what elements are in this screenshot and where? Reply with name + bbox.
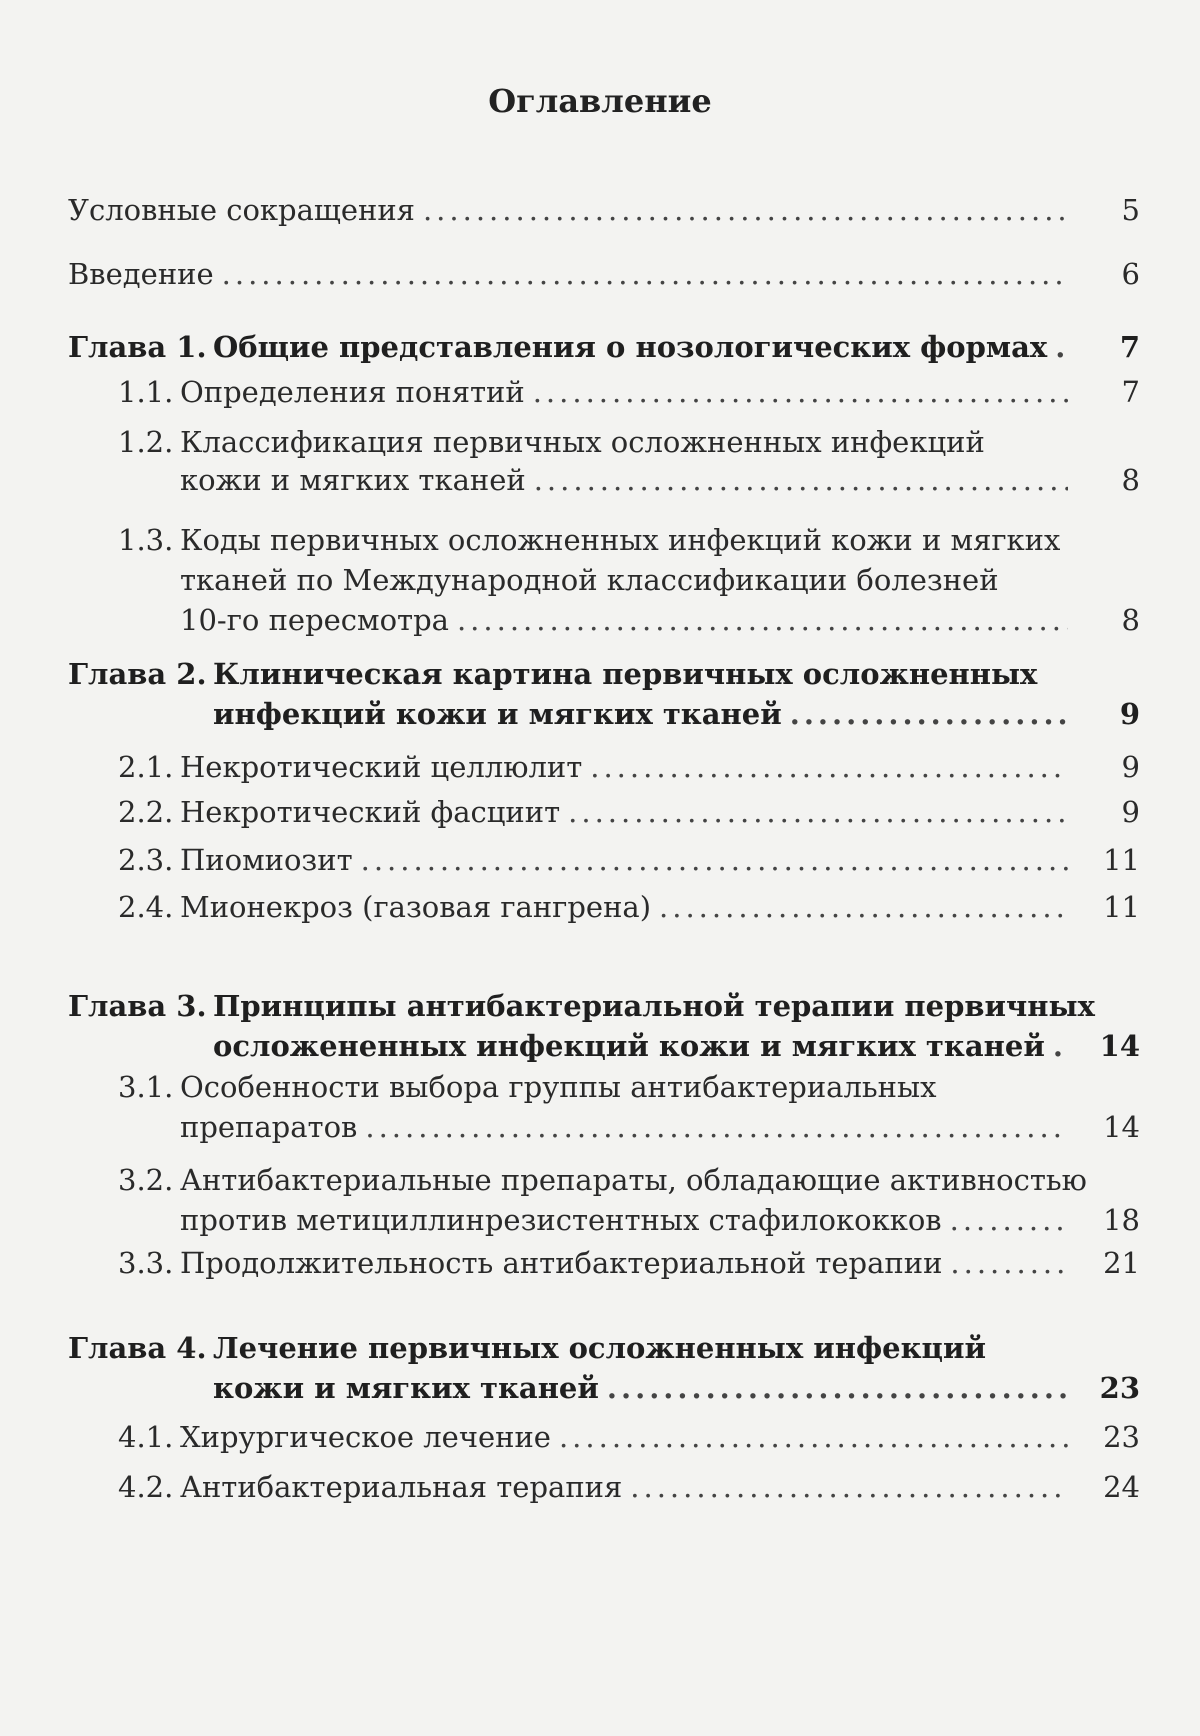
toc-entry-title: Некротический фасциит — [180, 795, 561, 829]
toc-page-number: 24 — [1103, 1470, 1140, 1504]
toc-page-number: 9 — [1121, 795, 1140, 829]
dot-leader — [1055, 325, 1068, 369]
dot-leader — [950, 1198, 1068, 1242]
dot-leader — [365, 1105, 1068, 1149]
toc-entry-title: против метициллинрезистентных стафилококков — [180, 1203, 942, 1237]
toc-page-number: 14 — [1103, 1110, 1140, 1144]
toc-entry-number: 1.2. — [118, 425, 174, 459]
toc-entry-title: Принципы антибактериальной терапии первичных — [213, 989, 1095, 1023]
toc-entry-title: Антибактериальные препараты, обладающие активностью — [180, 1163, 1087, 1197]
toc-page-number: 14 — [1099, 1029, 1140, 1063]
toc-entry-number: 2.4. — [118, 890, 174, 924]
toc-entry-title: Особенности выбора группы антибактериальных — [180, 1070, 937, 1104]
toc-page-number: 23 — [1099, 1371, 1140, 1405]
dot-leader — [568, 790, 1068, 834]
toc-entry-title: Введение — [68, 257, 214, 291]
toc-entry-title: Определения понятий — [180, 375, 525, 409]
toc-entry-number: 3.2. — [118, 1163, 174, 1197]
dot-leader — [361, 838, 1068, 882]
dot-leader — [607, 1366, 1068, 1410]
toc-entry-number: Глава 1. — [68, 330, 207, 364]
toc-page-number: 8 — [1121, 603, 1140, 637]
toc-entry-number: 1.1. — [118, 375, 174, 409]
toc-entry-title: Коды первичных осложненных инфекций кожи и мягких — [180, 523, 1061, 557]
toc-entry-title: Мионекроз (газовая гангрена) — [180, 890, 652, 924]
dot-leader — [534, 458, 1068, 502]
dot-leader — [590, 745, 1068, 789]
toc-entry-number: 4.2. — [118, 1470, 174, 1504]
toc-page-number: 7 — [1121, 375, 1140, 409]
toc-entry-number: 1.3. — [118, 523, 174, 557]
dot-leader — [790, 692, 1068, 736]
toc-entry-number: 3.1. — [118, 1070, 174, 1104]
toc-entry-title: Продолжительность антибактериальной терапии — [180, 1246, 943, 1280]
toc-entry-number: 2.3. — [118, 843, 174, 877]
dot-leader — [950, 1241, 1068, 1285]
dot-leader — [659, 885, 1068, 929]
toc-entry-number: 4.1. — [118, 1420, 174, 1454]
toc-entry-title: Пиомиозит — [180, 843, 353, 877]
dot-leader — [559, 1415, 1068, 1459]
toc-entry-title: 10-го пересмотра — [180, 603, 449, 637]
toc-entry-number: Глава 2. — [68, 657, 207, 691]
dot-leader — [630, 1465, 1068, 1509]
toc-entry-title: тканей по Международной классификации болезней — [180, 563, 999, 597]
toc-entry-title: Клиническая картина первичных осложненных — [213, 657, 1038, 691]
toc-entry-title: препаратов — [180, 1110, 358, 1144]
toc-page-number: 7 — [1119, 330, 1140, 364]
toc-entry-number: Глава 4. — [68, 1331, 207, 1365]
toc-entry-title: кожи и мягких тканей — [213, 1371, 599, 1405]
toc-page-number: 11 — [1103, 890, 1140, 924]
toc-entry-title: Лечение первичных осложненных инфекций — [213, 1331, 986, 1365]
toc-page-number: 9 — [1121, 750, 1140, 784]
toc-page-number: 9 — [1119, 697, 1140, 731]
toc-entry-number: Глава 3. — [68, 989, 207, 1023]
dot-leader — [222, 252, 1068, 296]
dot-leader — [457, 598, 1068, 642]
toc-entry-title: Классификация первичных осложненных инфекций — [180, 425, 985, 459]
page-title: Оглавление — [488, 82, 712, 120]
toc-page-number: 8 — [1121, 463, 1140, 497]
toc-entry-number: 2.1. — [118, 750, 174, 784]
toc-page-number: 21 — [1103, 1246, 1140, 1280]
dot-leader — [1053, 1024, 1068, 1068]
toc-entry-title: Условные сокращения — [68, 193, 415, 227]
toc-entry-title: Общие представления о нозологических формах — [213, 330, 1048, 364]
toc-entry-title: осложененных инфекций кожи и мягких тканей — [213, 1029, 1045, 1063]
dot-leader — [423, 188, 1068, 232]
toc-entry-title: кожи и мягких тканей — [180, 463, 526, 497]
toc-entry-number: 3.3. — [118, 1246, 174, 1280]
toc-entry-title: инфекций кожи и мягких тканей — [213, 697, 782, 731]
toc-entry-title: Антибактериальная терапия — [180, 1470, 623, 1504]
toc-entry-number: 2.2. — [118, 795, 174, 829]
toc-page-number: 18 — [1103, 1203, 1140, 1237]
toc-entry-title: Хирургическое лечение — [180, 1420, 551, 1454]
dot-leader — [533, 370, 1068, 414]
toc-page-number: 6 — [1121, 257, 1140, 291]
toc-page-number: 11 — [1103, 843, 1140, 877]
toc-entry-title: Некротический целлюлит — [180, 750, 583, 784]
toc-page-number: 23 — [1103, 1420, 1140, 1454]
toc-page-number: 5 — [1121, 193, 1140, 227]
